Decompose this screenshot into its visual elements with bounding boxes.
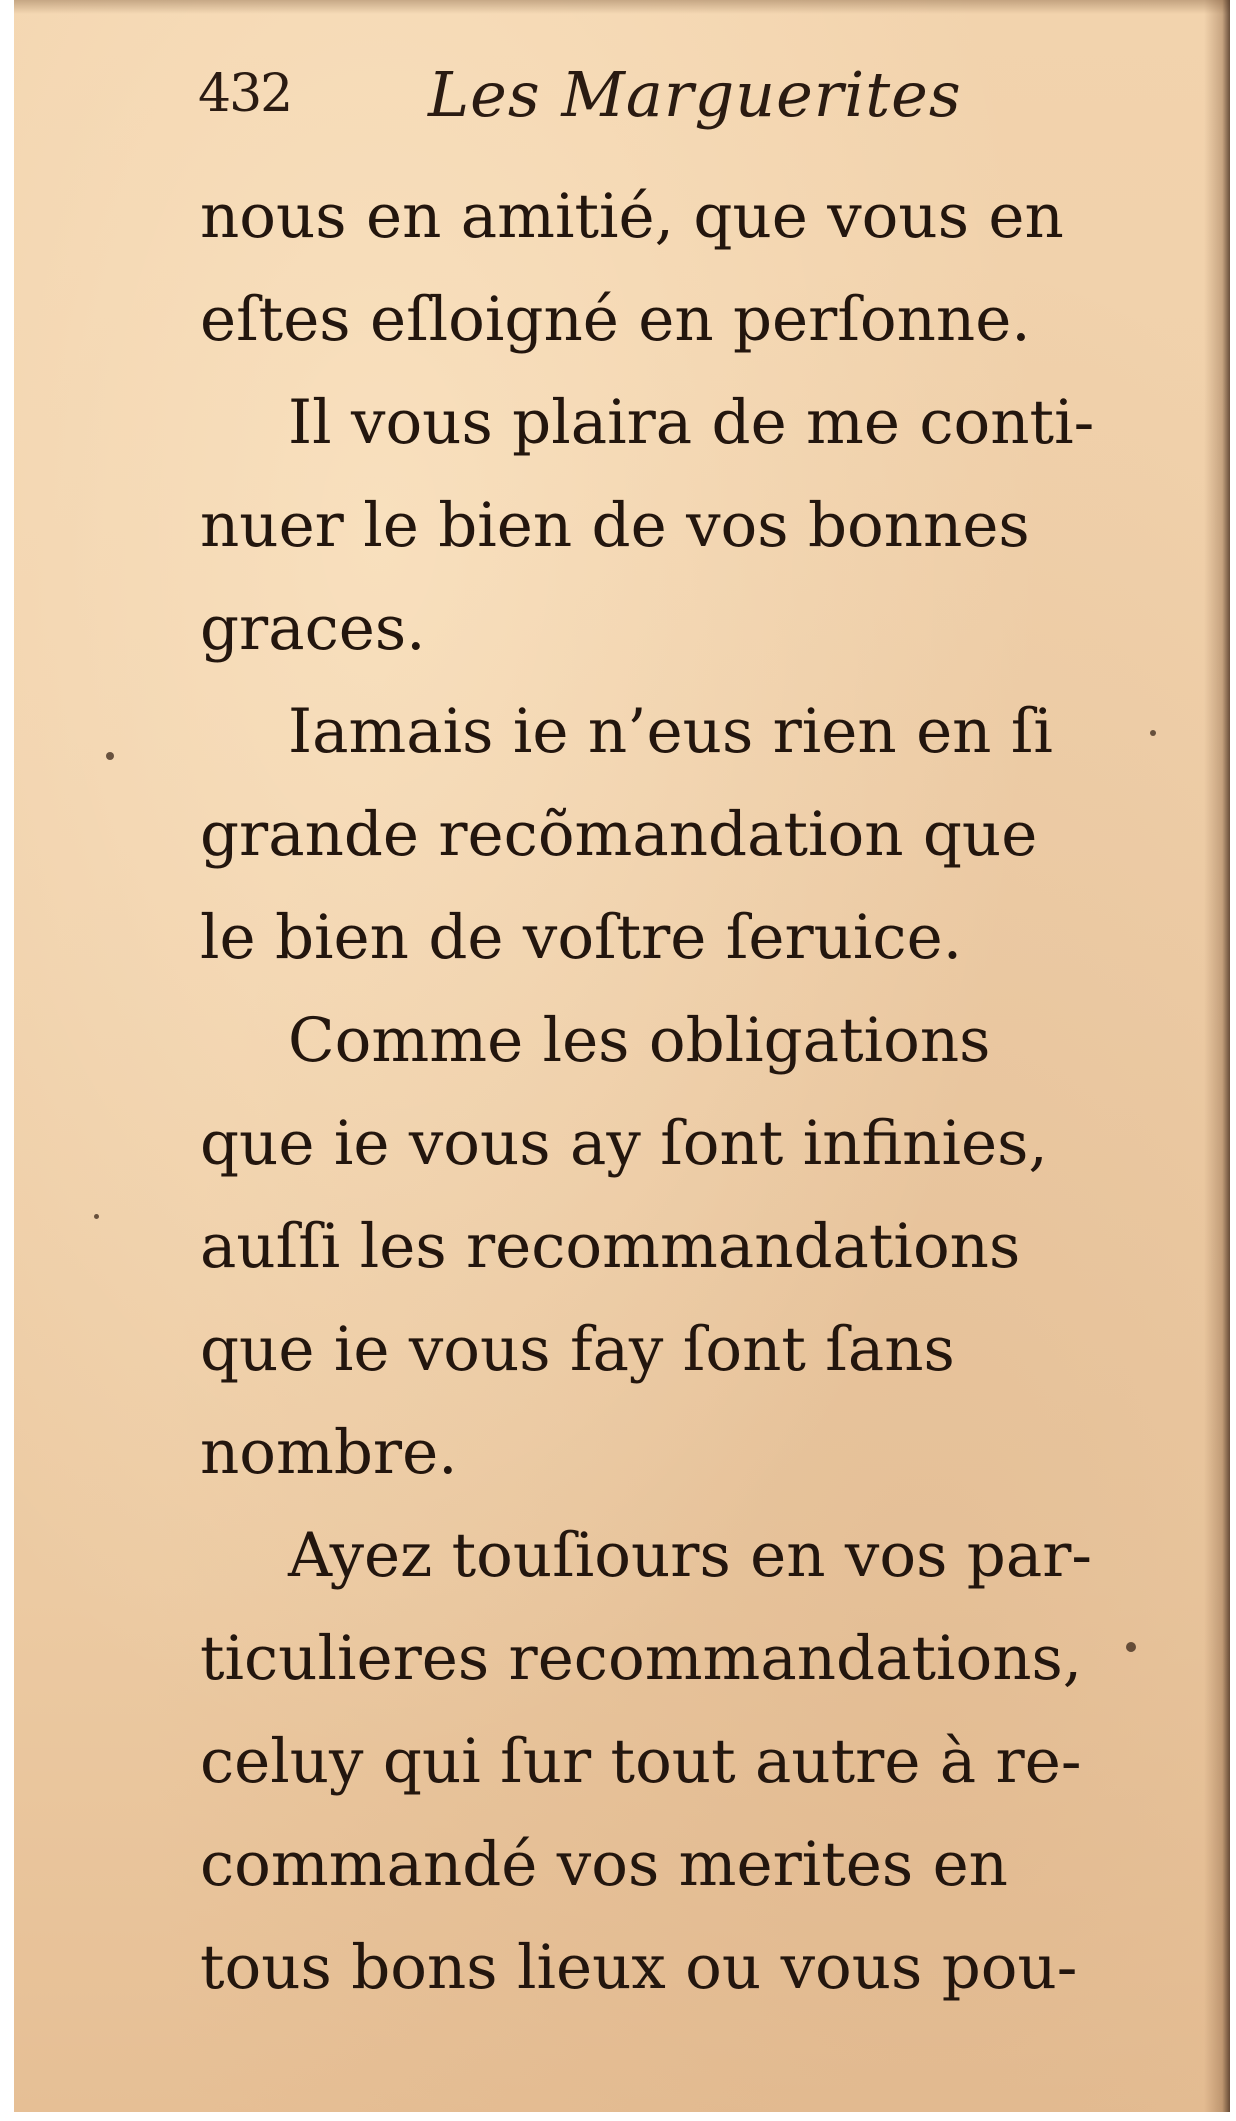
text-line: commandé vos merites en — [200, 1829, 1008, 1900]
ink-speck — [106, 752, 114, 760]
text-line: nombre. — [200, 1417, 458, 1488]
ink-speck — [1150, 730, 1156, 736]
text-line: grande recõmandation que — [200, 799, 1038, 870]
text-line: graces. — [200, 593, 426, 664]
text-line: nous en amitié, que vous en — [200, 181, 1064, 252]
book-page — [14, 0, 1230, 2112]
page-top-shadow — [14, 0, 1230, 14]
text-line: nuer le bien de vos bonnes — [200, 490, 1030, 561]
text-line: Comme les obligations — [288, 1005, 991, 1076]
text-line: tous bons lieux ou vous pou- — [200, 1932, 1078, 2003]
running-title: Les Marguerites — [428, 58, 962, 131]
text-line: ticulieres recommandations, — [200, 1623, 1083, 1694]
running-head — [192, 58, 1092, 138]
page-number: 432 — [198, 64, 292, 124]
page-gutter-shadow — [1204, 0, 1230, 2112]
text-line: le bien de voſtre ſeruice. — [200, 902, 963, 973]
ink-speck — [1126, 1642, 1136, 1652]
text-line: Il vous plaira de me conti- — [288, 387, 1095, 458]
text-line: celuy qui ſur tout autre à re- — [200, 1726, 1082, 1797]
text-line: que ie vous fay ſont ſans — [200, 1314, 955, 1385]
body-text — [200, 165, 1108, 2019]
ink-speck — [94, 1214, 99, 1219]
text-line: que ie vous ay ſont infinies, — [200, 1108, 1048, 1179]
text-line: Iamais ie n’eus rien en ſi — [288, 696, 1053, 767]
text-line: auſſi les recommandations — [200, 1211, 1021, 1282]
text-line: Ayez touſiours en vos par- — [288, 1520, 1092, 1591]
text-line: eſtes eſloigné en perſonne. — [200, 284, 1031, 355]
